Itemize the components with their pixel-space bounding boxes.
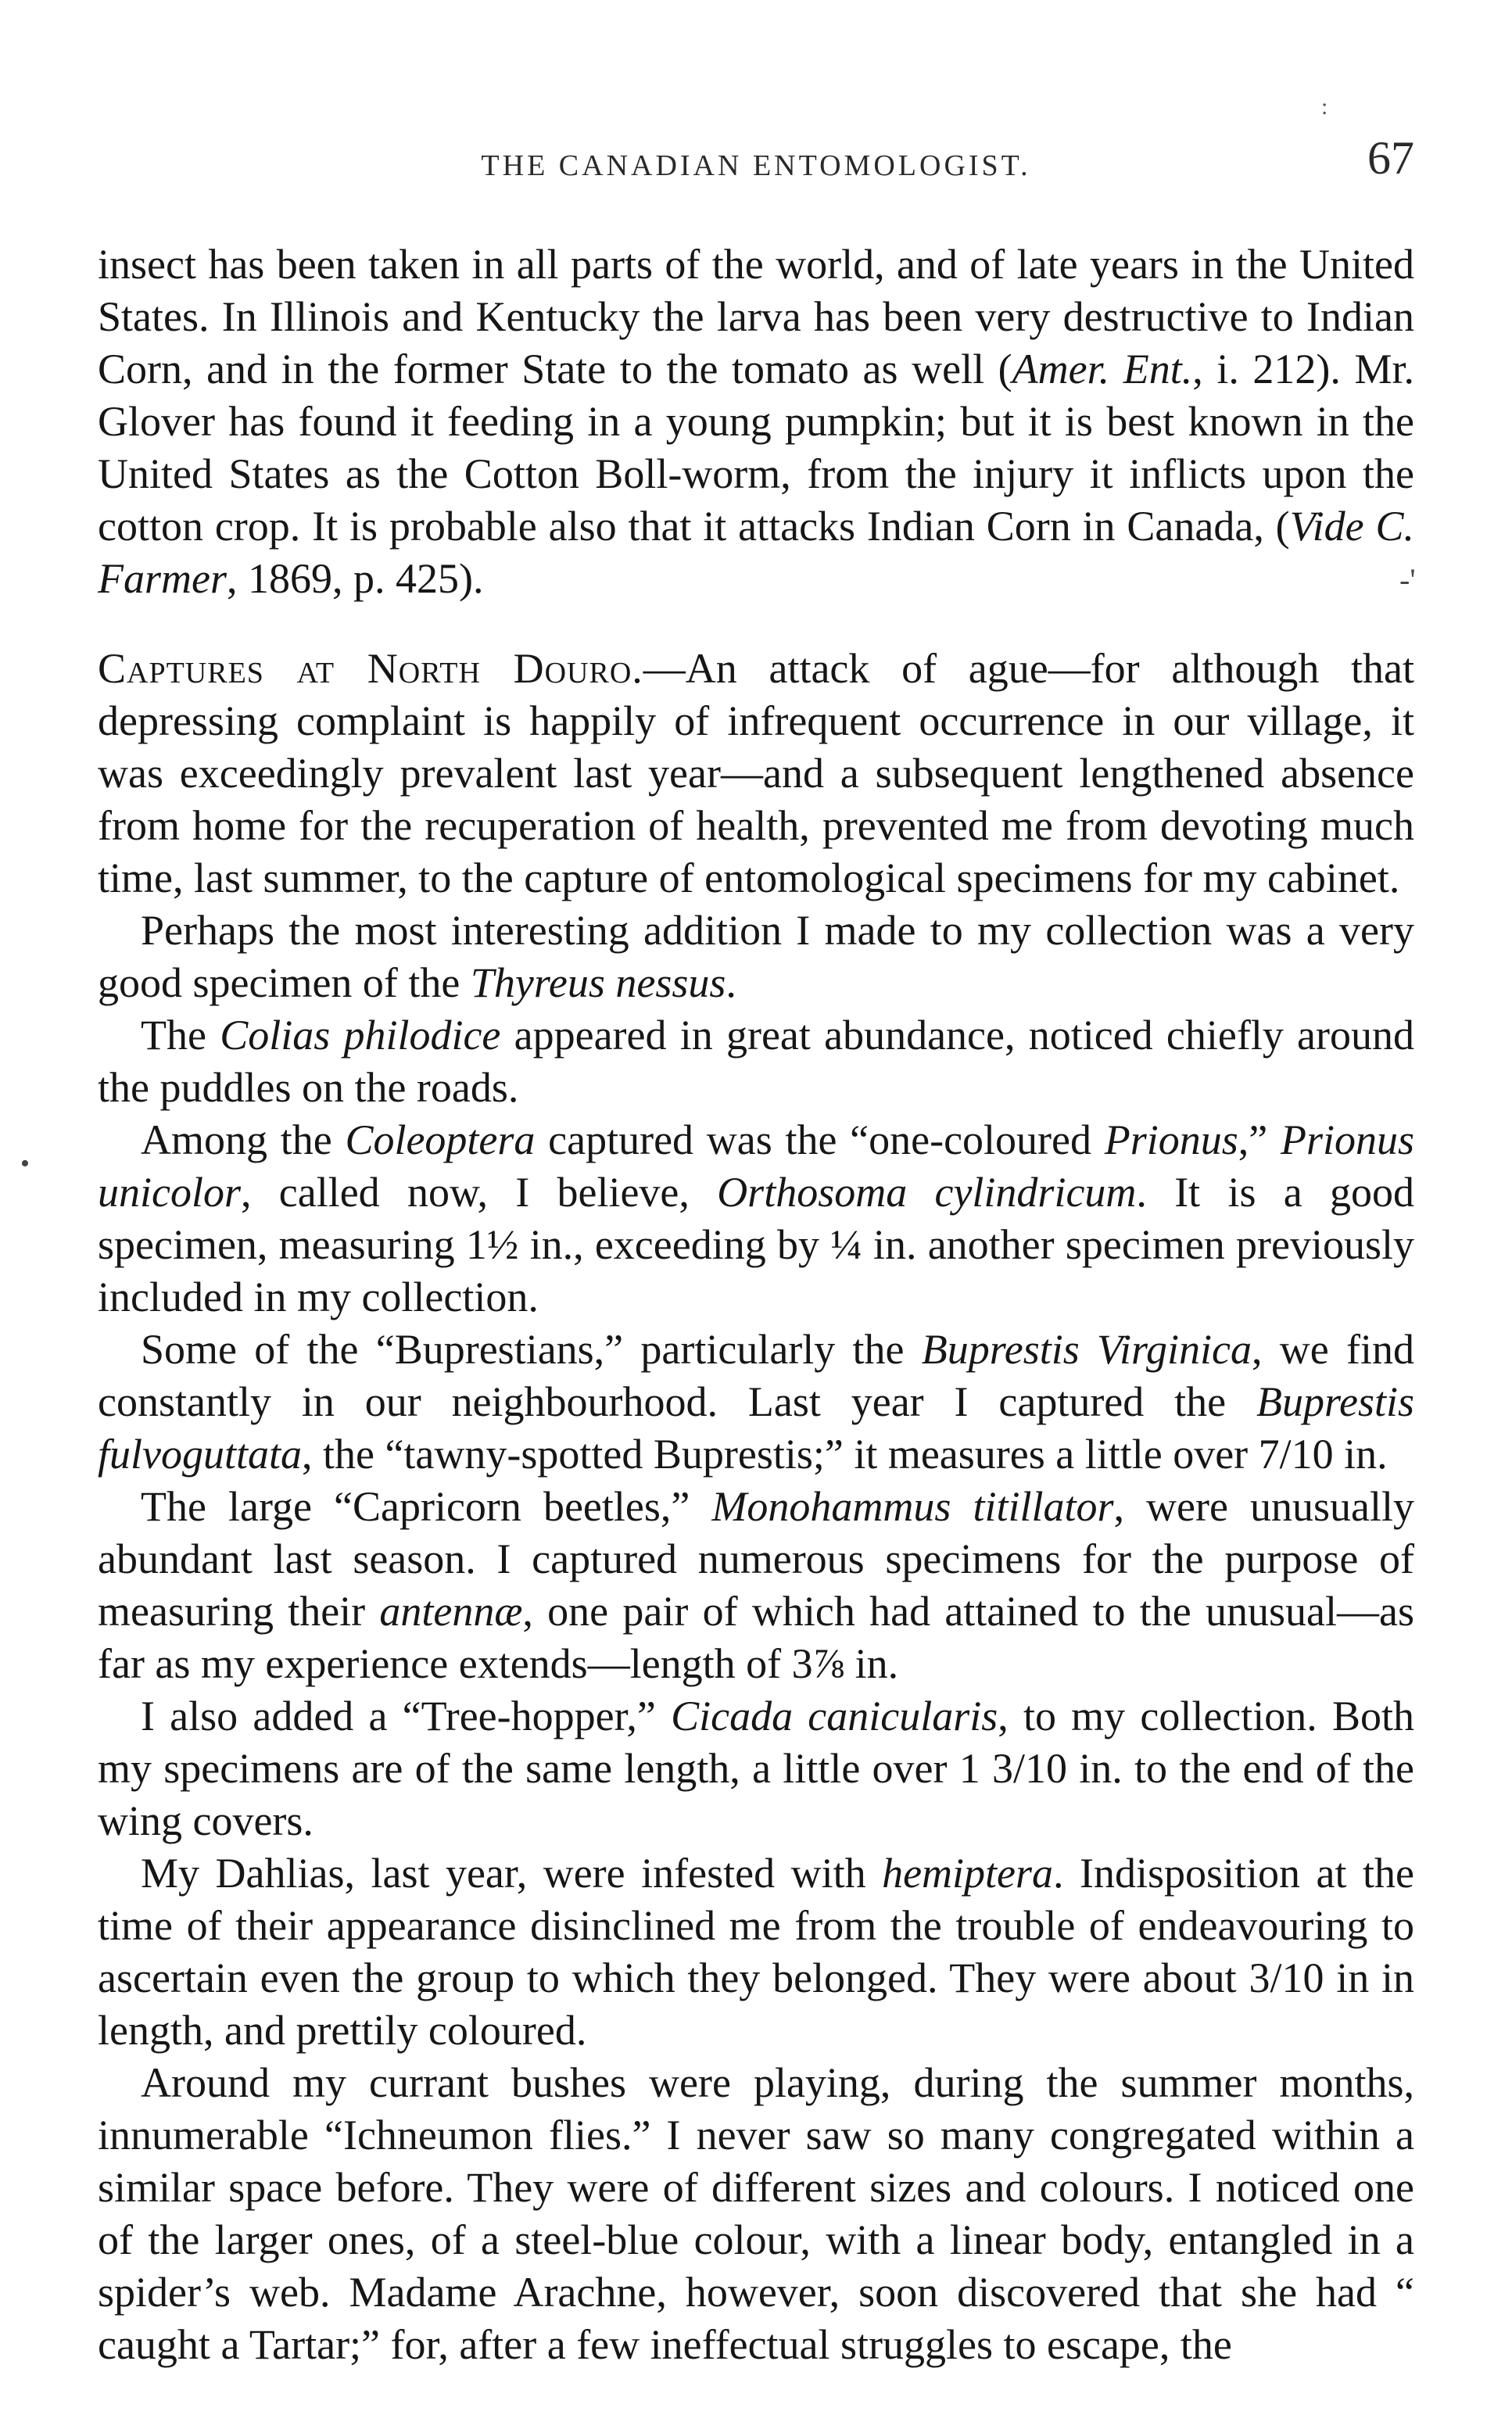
- page-header: [98, 131, 1414, 194]
- text-run: My Dahlias, last year, were infested with: [141, 1850, 883, 1897]
- article-body: [98, 238, 1414, 2371]
- page-number: 67: [1367, 132, 1414, 184]
- text-run: Perhaps the most interesting addition I made to my collection was a very good specimen of the: [98, 907, 1414, 1006]
- margin-mark-right: -': [1399, 562, 1416, 597]
- text-run: appeared in great abundance, noticed chiefly around the puddles on the roads.: [98, 1012, 1414, 1111]
- paragraph-thyreus: [98, 905, 1414, 1009]
- species-name: Colias philodice: [220, 1012, 501, 1059]
- paragraph-tree-hopper: [98, 1690, 1414, 1847]
- text-run: .: [726, 959, 736, 1006]
- running-head: THE CANADIAN ENTOMOLOGIST.: [481, 149, 1031, 182]
- term-italic: hemiptera: [882, 1850, 1054, 1897]
- section-heading: Captures at North Douro.: [98, 645, 643, 692]
- text-run: Around my currant bushes were playing, during the summer months, innumerable “Ichneumon flies.” I never saw so many congregated within a similar space before. They were of different sizes and colours. I noticed one of the larger ones, of a steel-blue colour, with a linear body, entangled in a spider’s web. Madame Arachne, however, soon discovered that she had “ caught a Tartar;” for, after a few ineffectual struggles to escape, the: [98, 2059, 1414, 2368]
- paragraph-buprestians: [98, 1324, 1414, 1481]
- citation-italic: Vide C. Farmer: [98, 503, 1414, 602]
- text-run: , called now, I believe,: [241, 1169, 718, 1216]
- text-run: , we find constantly in our neighbourhood. Last year I captured the: [98, 1326, 1415, 1425]
- text-run: , one pair of which had attained to the unusual—as far as my experience extends—length of 3⅞ in.: [98, 1588, 1414, 1687]
- text-run: , i. 212). Mr. Glover has found it feeding in a young pumpkin; but it is best known in the United States as the Cotton Boll-worm, from the injury it inflicts upon the cotton crop. It is probable also that it attacks Indian Corn in Canada, (: [98, 346, 1414, 550]
- text-run: . It is a good specimen, measuring 1½ in., exceeding by ¼ in. another specimen previously included in my collection.: [98, 1169, 1414, 1320]
- species-name: Prionus: [1104, 1116, 1238, 1163]
- text-run: insect has been taken in all parts of the world, and of late years in the United States. In Illinois and Kentucky the larva has been very destructive to Indian Corn, and in the former State to the tomato as well (: [98, 241, 1414, 392]
- margin-mark-top: :: [1321, 94, 1328, 120]
- paragraph-captures-north-douro: [98, 643, 1414, 905]
- species-name: Orthosoma cylindricum: [717, 1169, 1137, 1216]
- text-run: Some of the “Buprestians,” particularly the: [141, 1326, 922, 1373]
- paragraph-coleoptera: [98, 1114, 1414, 1324]
- text-run: , 1869, p. 425).: [226, 555, 484, 602]
- species-name: Coleoptera: [345, 1116, 536, 1163]
- species-name: Buprestis fulvoguttata: [98, 1378, 1414, 1478]
- text-run: captured was the “one-coloured: [535, 1116, 1105, 1163]
- text-run: ,”: [1238, 1116, 1281, 1163]
- paragraph-colias: [98, 1009, 1414, 1114]
- term-italic: antennæ: [379, 1588, 523, 1635]
- citation-italic: Amer. Ent.: [1012, 346, 1193, 392]
- paragraph-ichneumon-flies: [98, 2057, 1414, 2371]
- text-run: , to my collection. Both my specimens are of the same length, a little over 1 3/10 in. to the end of the wing covers.: [98, 1693, 1414, 1844]
- text-run: —An attack of ague—for although that depressing complaint is happily of infrequent occurrence in our village, it was exceedingly prevalent last year—and a subsequent lengthened absence from home for the recuperation of health, prevented me from devoting much time, last summer, to the capture of entomological specimens for my cabinet.: [98, 645, 1414, 901]
- text-run: The large “Capricorn beetles,”: [141, 1483, 712, 1530]
- paragraph-boll-worm: [98, 238, 1414, 605]
- species-name: Monohammus titillator: [711, 1483, 1114, 1530]
- text-run: . Indisposition at the time of their appearance disinclined me from the trouble of endeavouring to ascertain even the group to which they belonged. They were about 3/10 in in length, and prettily coloured.: [98, 1850, 1414, 2054]
- text-run: The: [141, 1012, 220, 1059]
- species-name: Prionus unicolor: [98, 1116, 1414, 1216]
- text-run: Among the: [141, 1116, 346, 1163]
- species-name: Buprestis Virginica: [921, 1326, 1252, 1373]
- species-name: Thyreus nessus: [470, 959, 726, 1006]
- paragraph-dahlias: [98, 1847, 1414, 2057]
- text-run: I also added a “Tree-hopper,”: [141, 1693, 672, 1739]
- text-run: , were unusually abundant last season. I captured numerous specimens for the purpose of measuring their: [98, 1483, 1415, 1635]
- text-run: , the “tawny-spotted Buprestis;” it measures a little over 7/10 in.: [301, 1431, 1388, 1478]
- paragraph-capricorn-beetles: [98, 1481, 1414, 1690]
- species-name: Cicada canicularis: [671, 1693, 998, 1739]
- margin-mark-left: •: [20, 1149, 30, 1178]
